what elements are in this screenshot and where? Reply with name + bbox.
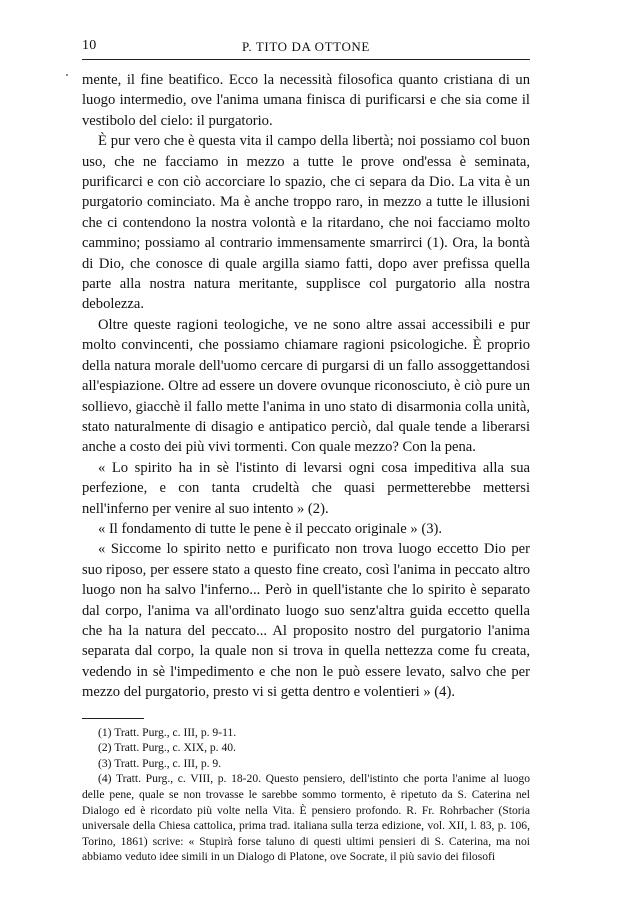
paragraph-2: È pur vero che è questa vita il campo della libertà; noi possiamo col buon uso, che ne facciamo in mezzo a tutte le prove ond'essa è seminata, purificarci e con ciò accorciare lo spazio, che ci separa da Dio. La vita è un purgatorio cominciato. Ma è anche troppo raro, in mezzo a tutte le illusioni che ci contendono la nostra volontà e la ritardano, che noi facciamo molto cammino; possiamo al contrario immensamente smarrirci (1). Ora, la bontà di Dio, che conosce di quale argilla siamo fatti, dopo aver prefissa quella parte alla nostra natura meritante, supplisce col purgatorio alla nostra debolezza. bbox=[82, 133, 530, 313]
page-number: 10 bbox=[82, 38, 97, 53]
footnote-3: (3) Tratt. Purg., c. III, p. 9. bbox=[98, 756, 222, 770]
footnote-1: (1) Tratt. Purg., c. III, p. 9-11. bbox=[98, 725, 237, 739]
footnote-rule bbox=[82, 718, 144, 719]
quote-2: « Il fondamento di tutte le pene è il peccato originale » (3). bbox=[98, 520, 443, 537]
quote-3: « Siccome lo spirito netto e purificato non trova luogo eccetto Dio per suo riposo, per essere stato a questo fine creato, così l'anima in peccato altro luogo non ha salvo l'inferno... Però in quell'istante che lo spirito è separato dal corpo, l'anima va all'ordinato luogo suo senz'altra guida eccetto quella che ha la natura del peccato... Al proposito nostro del purgatorio l'anima separata dal corpo, la quale non si trova in quella nettezza come fu creata, vedendo in sè l'impedimento e che non le può essere levato, salvo che per mezzo del purgatorio, presto vi si getta dentro e volentieri » (4). bbox=[82, 541, 530, 701]
paragraph-3: Oltre queste ragioni teologiche, ve ne sono altre assai accessibili e pur molto convincenti, che possiamo chiamare ragioni psicologiche. È proprio della natura morale dell'uomo cercare di purgarsi di un fallo assoggettandosi all'espiazione. Oltre ad essere un dovere ovunque riconosciuto, è ciò pure un sollievo, giacchè il fallo mette l'anima in uno stato di disarmonia colla unità, stato naturalmente di disagio e antipatico perciò, dal quale tende a liberarsi anche a costo dei più vivi tormenti. Con quale mezzo? Con la pena. bbox=[82, 316, 530, 456]
running-title: P. TITO DA OTTONE bbox=[242, 39, 370, 54]
footnotes bbox=[82, 725, 530, 865]
header-rule bbox=[82, 59, 530, 60]
book-page bbox=[82, 38, 530, 865]
footnote-2: (2) Tratt. Purg., c. XIX, p. 40. bbox=[98, 741, 236, 755]
running-head bbox=[82, 38, 530, 58]
quote-1: « Lo spirito ha in sè l'istinto di levarsi ogni cosa impeditiva alla sua perfezione, e con tanta crudeltà che quasi permetterebbe mettersi nell'inferno per venire al suo intento » (2). bbox=[82, 459, 530, 517]
footnote-4: (4) Tratt. Purg., c. VIII, p. 18-20. Questo pensiero, dell'istinto che porta l'anime al luogo delle pene, quale se non trovasse le sarebbe sommo tormento, è ripetuto da S. Caterina nel Dialogo ed è ricordato più volte nella Vita. È pensiero profondo. R. Fr. Rohrbacher (Storia universale della Chiesa cattolica, prima trad. italiana sulla terza edizione, vol. XII, l. 83, p. 106, Torino, 1861) scrive: « Stupirà forse taluno di questi ultimi pensieri di S. Caterina, ma noi abbiamo veduto idee simili in un Dialogo di Platone, ove Socrate, il più savio dei filosofi bbox=[82, 772, 530, 864]
margin-mark bbox=[66, 74, 68, 76]
body-text bbox=[82, 70, 530, 703]
paragraph-1: mente, il fine beatifico. Ecco la necessità filosofica quanto cristiana di un luogo intermedio, ove l'anima umana finisca di purificarsi e che sia come il vestibolo del cielo: il purgatorio. bbox=[82, 72, 530, 129]
